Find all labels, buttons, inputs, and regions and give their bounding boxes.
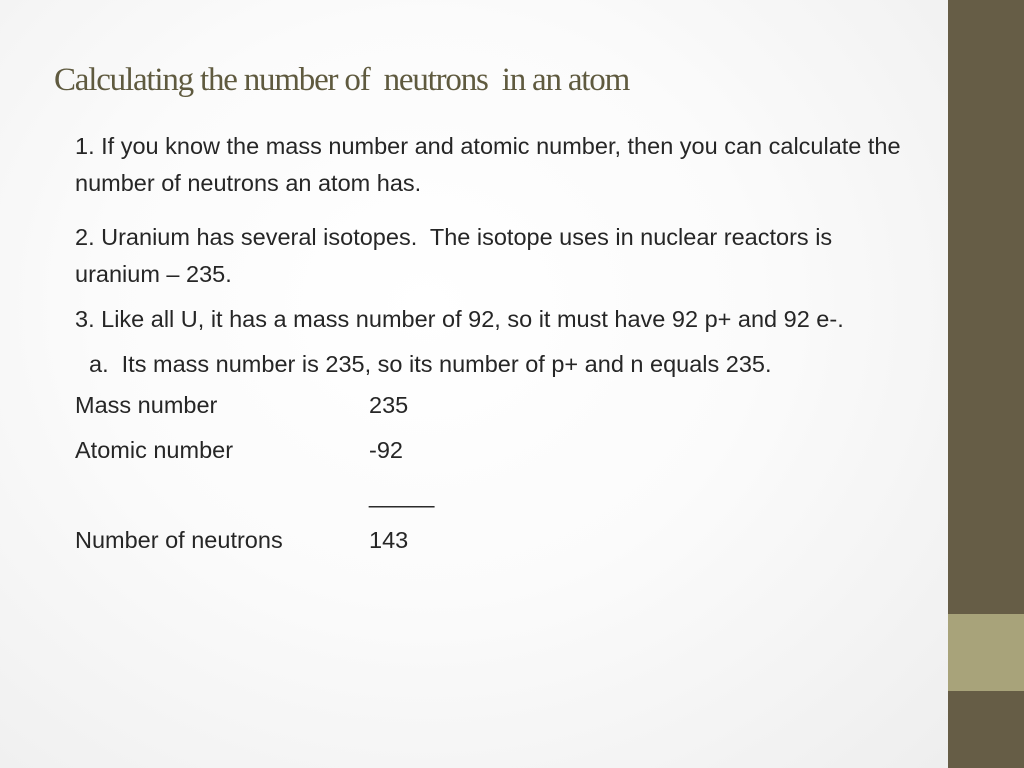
paragraph-3: 3. Like all U, it has a mass number of 92, so it must have 92 p+ and 92 e-. [75,306,844,332]
calc-value: -92 [369,437,403,463]
neutron-calculation [75,383,905,563]
paragraph-2: 2. Uranium has several isotopes. The isotope uses in nuclear reactors is uranium – 235. [75,224,839,287]
calc-row-atomic-number [75,428,905,473]
sidebar-block-accent [948,614,1024,691]
calc-divider-line: _____ [369,482,435,508]
calc-row-divider [75,473,905,518]
decorative-sidebar [948,0,1024,768]
slide-title: Calculating the number of neutrons in an atom [54,62,630,98]
slide-body [75,128,908,563]
calc-row-neutrons [75,518,905,563]
sidebar-block-top [948,0,1024,614]
calc-label: Number of neutrons [75,527,283,553]
calc-value: 235 [369,392,409,418]
calc-label: Mass number [75,392,218,418]
paragraph-3a: a. Its mass number is 235, so its number of p+ and n equals 235. [89,351,772,377]
calc-value: 143 [369,527,409,553]
calc-row-mass-number [75,383,905,428]
paragraph-1: 1. If you know the mass number and atomic number, then you can calculate the number of neutrons an atom has. [75,133,908,196]
sidebar-block-bottom [948,691,1024,768]
calc-label: Atomic number [75,437,234,463]
